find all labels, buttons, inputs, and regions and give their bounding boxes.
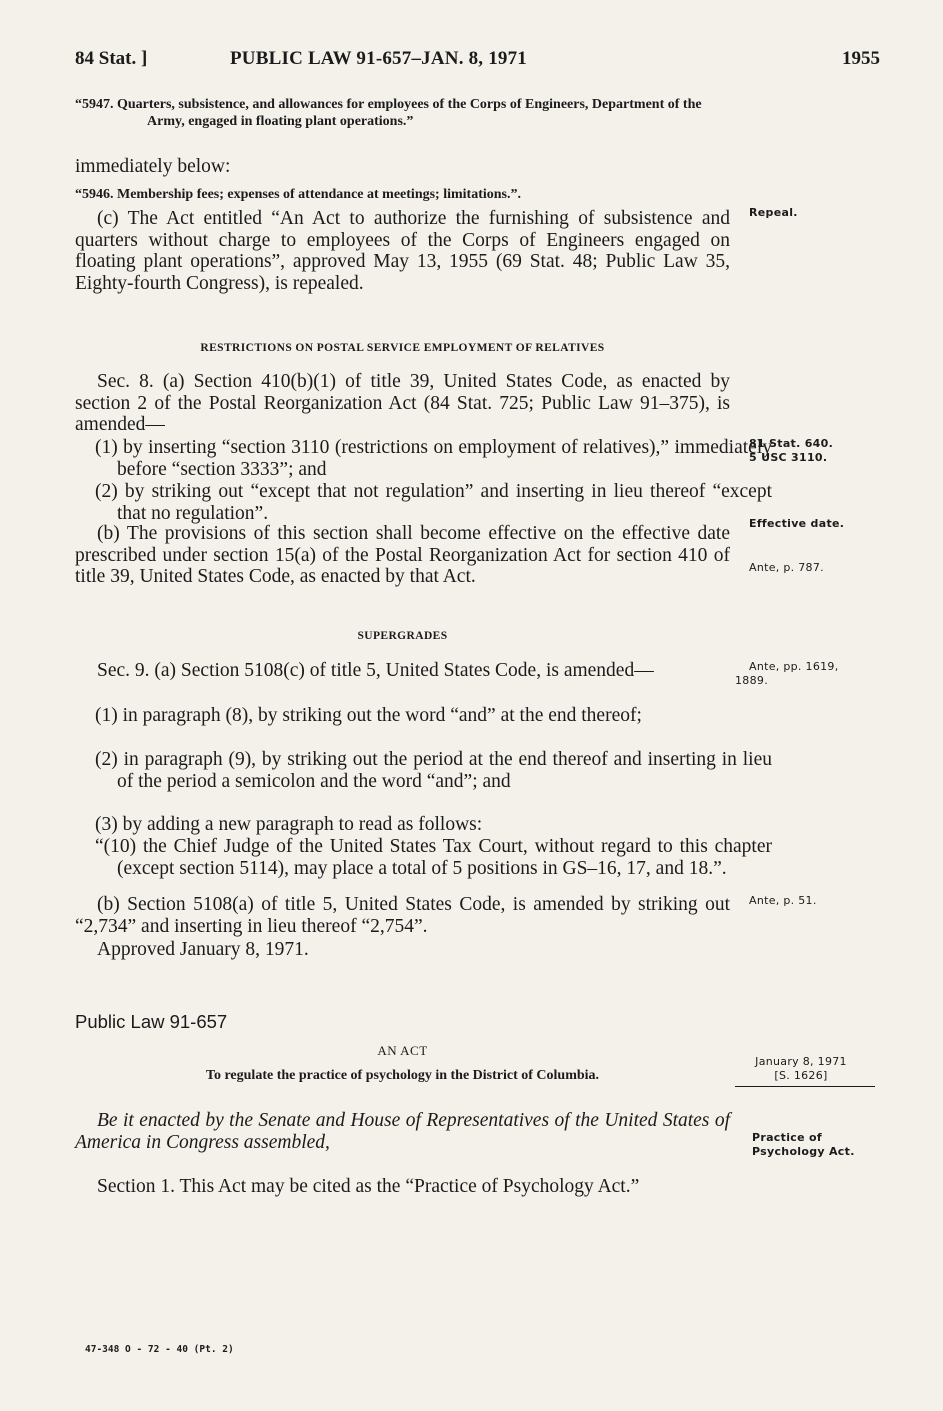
header-title: PUBLIC LAW 91-657–JAN. 8, 1971 [230,48,528,69]
section-9-new-paragraph: “(10) the Chief Judge of the United States Tax Court, without regard to this chapter (except section 5114), may place a total of 5 positions in GS–16, 17, and 18.”. [95,836,772,879]
page-header [75,48,880,78]
margin-note-ante-51: Ante, p. 51. [749,894,817,907]
margin-note-ante-1619: Ante, pp. 1619, 1889. [735,660,839,687]
heading-postal-restrictions: RESTRICTIONS ON POSTAL SERVICE EMPLOYMENT OF RELATIVES [200,342,605,354]
margin-note-date: January 8, 1971 [755,1055,847,1068]
paragraph-c-repeal: (c) The Act entitled “An Act to authorize the furnishing of subsistence and quarters without charge to employees of the Corps of Engineers engaged on floating plant operations”, approved May 13, 1955 (69 Stat. 48; Public Law 35, Eighty-fourth Congress), is repealed. [75,208,730,294]
margin-note-repeal: Repeal. [749,206,798,219]
margin-note-5-usc-3110: 5 USC 3110. [749,451,828,464]
section-1-short-title: Section 1. This Act may be cited as the “Practice of Psychology Act.” [97,1176,640,1197]
header-volume: 84 Stat. ] [75,48,148,69]
margin-divider [735,1086,875,1087]
heading-supergrades: SUPERGRADES [357,630,448,642]
margin-note-81-stat-640: 81 Stat. 640. [749,437,834,450]
public-law-number: Public Law 91-657 [75,1011,228,1032]
footer-print-code: 47-348 O - 72 - 40 (Pt. 2) [85,1344,234,1355]
section-8-paragraph-b: (b) The provisions of this section shall become effective on the effective date prescribed under section 15(a) of the Postal Reorganization Act for section 410 of title 39, United States Code, as enacted by that Act. [75,523,730,587]
margin-note-practice-act: Practice of Psychology Act. [752,1131,855,1158]
section-5946-heading: “5946. Membership fees; expenses of attendance at meetings; limitations.”. [75,187,521,202]
section-9-item-2: (2) in paragraph (9), by striking out the period at the end thereof and inserting in lieu of the period a semicolon and the word “and”; and [95,749,772,792]
section-9-paragraph-b: (b) Section 5108(a) of title 5, United States Code, is amended by striking out “2,734” and inserting in lieu thereof “2,754”. [75,894,730,937]
section-9-item-3: (3) by adding a new paragraph to read as follows: [95,814,483,835]
section-8-intro: Sec. 8. (a) Section 410(b)(1) of title 39, United States Code, as enacted by section 2 of the Postal Reorganization Act (84 Stat. 725; Public Law 91–375), is amended— [75,371,730,435]
enacting-clause: Be it enacted by the Senate and House of Representatives of the United States of America in Congress assembled, [75,1110,730,1153]
section-9-intro: Sec. 9. (a) Section 5108(c) of title 5, United States Code, is amended— [97,660,654,681]
margin-note-ante-787: Ante, p. 787. [749,561,824,574]
margin-note-bill-number: [S. 1626] [774,1069,828,1082]
section-8-item-1: (1) by inserting “section 3110 (restrictions on employment of relatives),” immediately before “section 3333”; and [95,437,772,480]
act-title: To regulate the practice of psychology in the District of Columbia. [205,1068,600,1083]
page-number: 1955 [842,48,880,69]
an-act-heading: AN ACT [377,1043,428,1058]
section-8-item-2: (2) by striking out “except that not regulation” and inserting in lieu thereof “except that no regulation”. [95,481,772,524]
margin-note-effective-date: Effective date. [749,517,845,530]
immediately-below-text: immediately below: [75,156,231,177]
approval-line: Approved January 8, 1971. [97,939,309,960]
section-9-item-1: (1) in paragraph (8), by striking out the word “and” at the end thereof; [95,705,642,726]
section-5947-heading: “5947. Quarters, subsistence, and allowances for employees of the Corps of Engineers, Department of the Army, engaged in floating plant operations.” [75,97,702,129]
